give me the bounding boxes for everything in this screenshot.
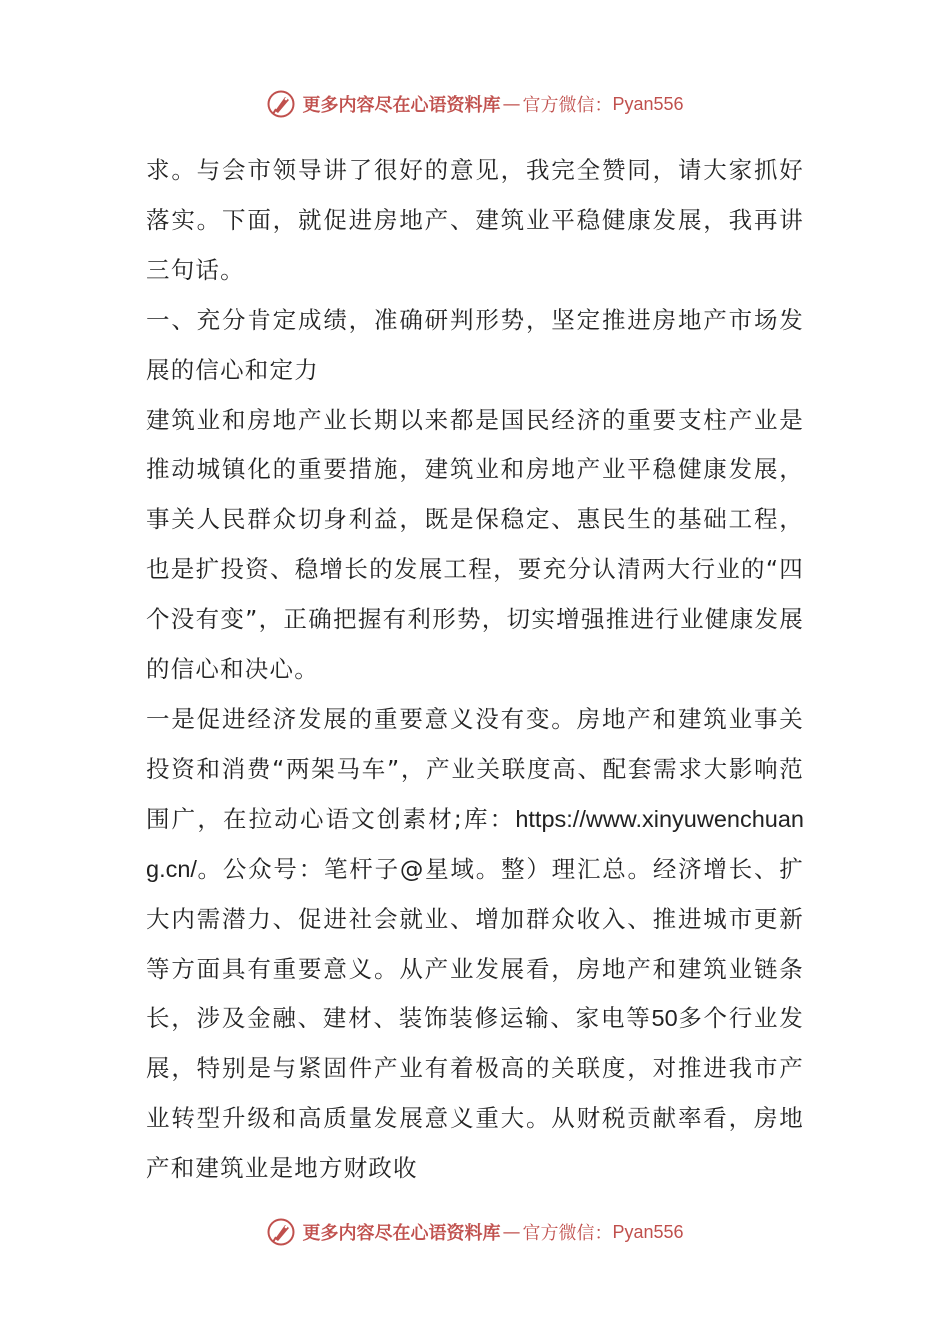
banner-separator: — [502,93,521,115]
paragraph: 建筑业和房地产业长期以来都是国民经济的重要支柱产业是推动城镇化的重要措施，建筑业和房地产业平稳健康发展，事关人民群众切身利益，既是保稳定、惠民生的基础工程，也是扩投资、稳增长的发展工程，要充分认清两大行业的“四个没有变”，正确把握有利形势，切实增强推进行业健康发展的信心和决心。 [146,405,804,684]
paragraph [146,695,804,1194]
paragraph: 求。与会市领导讲了很好的意见，我完全赞同，请大家抓好落实。下面，就促进房地产、建筑业平稳健康发展，我再讲三句话。 [146,156,804,284]
banner-handle: Pyan556 [612,93,684,114]
number-text: 50 [651,1005,678,1032]
banner-separator: — [502,1221,521,1243]
footer-banner [0,1212,950,1252]
website-url: https://www.xinyuwenchuang.cn/ [146,805,804,882]
banner-site-text: 更多内容尽在心语资料库 [302,1223,501,1244]
banner-contact-label: 官方微信： [522,1223,613,1244]
paragraph-text: 一是促进经济发展的重要意义没有变。房地产和建筑业事关投资和消费“两架马车”，产业关联度高、配套需求大影响范围广，在拉动心语文创素材;库： [146,704,804,833]
banner-handle: Pyan556 [612,1221,684,1242]
pen-nib-circle-icon [266,1217,296,1247]
banner-site-text: 更多内容尽在心语资料库 [302,95,501,116]
paragraph-text: 。公众号：笔杆子@星域。整）理汇总。经济增长、扩大内需潜力、促进社会就业、增加群众收入、推进城市更新等方面具有重要意义。从产业发展看，房地产和建筑业链条长，涉及金融、建材、装饰装修运输、家电等 [146,854,804,1033]
section-heading: 一、充分肯定成绩，准确研判形势，坚定推进房地产市场发展的信心和定力 [146,305,804,384]
pen-nib-circle-icon [266,89,296,119]
paragraph-text: 多个行业发展，特别是与紧固件产业有着极高的关联度，对推进我市产业转型升级和高质量发展意义重大。从财税贡献率看，房地产和建筑业是地方财政收 [146,1004,805,1183]
header-banner [0,84,950,124]
document-body [146,146,804,1194]
banner-contact-label: 官方微信： [522,95,613,116]
